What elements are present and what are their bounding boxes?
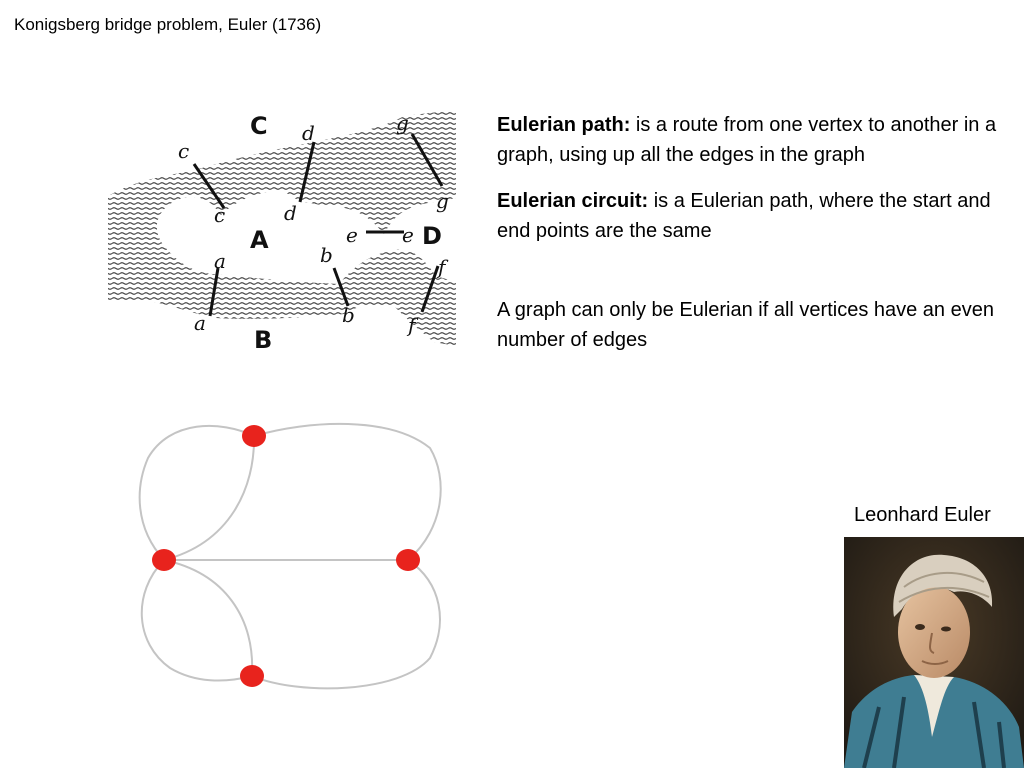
vertex-bottom <box>240 665 264 687</box>
eulerian-circuit-text: is a Eulerian path, where the start and end points are the same <box>497 190 991 242</box>
portrait-caption: Leonhard Euler <box>854 504 991 526</box>
vertex-left <box>152 549 176 571</box>
label-bridge-a2: a <box>194 311 206 335</box>
label-bridge-d1: d <box>302 121 315 145</box>
label-bridge-g2: g <box>436 189 449 213</box>
label-land-d: D <box>422 222 442 250</box>
vertex-right <box>396 549 420 571</box>
label-bridge-c1: c <box>178 139 190 163</box>
konigsberg-map <box>104 106 460 350</box>
label-bridge-c2: c <box>214 203 226 227</box>
eulerian-condition: A graph can only be Eulerian if all vertices have an even number of edges <box>497 299 994 351</box>
eulerian-circuit-definition <box>497 186 997 246</box>
edge-left-bottom-inner <box>164 560 252 676</box>
label-land-b: B <box>254 326 273 350</box>
vertex-top <box>242 425 266 447</box>
label-bridge-e2: e <box>402 223 414 247</box>
label-bridge-d2: d <box>284 201 297 225</box>
slide-title: Konigsberg bridge problem, Euler (1736) <box>14 15 322 34</box>
label-bridge-e1: e <box>346 223 358 247</box>
edge-top-left-outer <box>140 426 254 560</box>
eulerian-path-definition <box>497 110 997 170</box>
label-bridge-b1: b <box>320 243 333 267</box>
euler-graph <box>130 418 450 700</box>
eulerian-circuit-term: Eulerian circuit: <box>497 190 649 212</box>
edge-top-left-inner <box>164 436 254 560</box>
edge-left-bottom-outer <box>142 560 252 681</box>
label-bridge-f2: f <box>408 313 416 337</box>
label-bridge-f1: f <box>438 255 446 279</box>
eulerian-path-text: is a route from one vertex to another in a graph, using up all the edges in the graph <box>497 114 997 166</box>
label-bridge-g1: g <box>396 111 409 135</box>
eulerian-path-term: Eulerian path: <box>497 114 631 136</box>
label-land-a: A <box>250 226 269 254</box>
euler-portrait <box>844 537 1024 768</box>
label-land-c: C <box>250 112 268 140</box>
edge-bottom-right <box>252 560 440 688</box>
edge-top-right <box>254 424 441 560</box>
label-bridge-b2: b <box>342 303 355 327</box>
definitions <box>497 110 997 355</box>
label-bridge-a1: a <box>214 249 226 273</box>
